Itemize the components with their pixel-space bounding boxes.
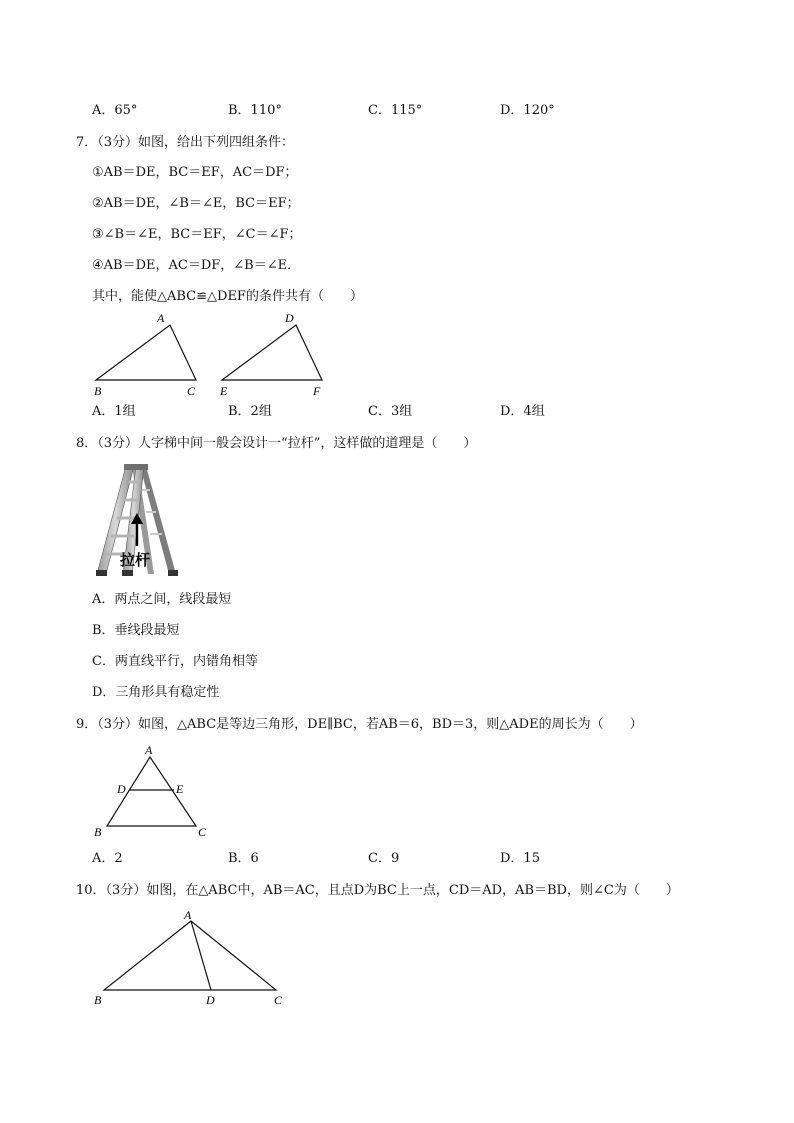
label-e: E [176,782,184,796]
label-b: B [94,825,102,839]
ladder-image [92,462,184,580]
q7-question: 其中，能使△ABC≌△DEF的条件共有（ ） [92,289,363,304]
q9-option-b: B．6 [228,851,259,866]
q7-condition-3: ③∠B＝∠E，BC＝EF，∠C＝∠F； [92,227,302,242]
triangle-abc [94,311,196,398]
q10-triangle-figure [88,906,298,1010]
q7-option-a: A．1组 [92,404,136,419]
q7-option-c: C．3组 [368,404,413,419]
label-d: D [285,311,294,325]
q10-stem: 10．（3分）如图，在△ABC中，AB＝AC，且点D为BC上一点，CD＝AD，AB＝BD，则∠C为（ ） [76,883,679,898]
q7-option-d: D．4组 [500,404,545,419]
q7-condition-4: ④AB＝DE，AC＝DF，∠B＝∠E． [92,258,301,273]
label-a: A [184,908,192,922]
q8-option-c: C．两直线平行，内错角相等 [92,654,258,669]
label-f: F [313,384,321,398]
q9-triangle-figure [88,740,218,842]
label-b: B [94,384,102,398]
label-a: A [145,743,153,757]
q6-option-b: B．110° [228,103,282,118]
q9-stem: 9．（3分）如图，△ABC是等边三角形，DE∥BC，若AB＝6，BD＝3，则△ADE的周长为（ ） [76,717,643,732]
label-d: D [206,993,215,1007]
triangle-def [219,311,322,398]
q7-option-b: B．2组 [228,404,272,419]
q8-stem: 8．（3分）人字梯中间一般会设计一“拉杆”，这样做的道理是（ ） [76,436,477,451]
label-e: E [220,384,228,398]
q8-option-d: D．三角形具有稳定性 [92,685,220,700]
q8-option-b: B．垂线段最短 [92,623,180,638]
q7-condition-2: ②AB＝DE，∠B＝∠E，BC＝EF； [92,196,300,211]
q9-option-d: D．15 [500,851,540,866]
q9-option-c: C．9 [368,851,400,866]
q6-option-a: A．65° [92,103,138,118]
q9-option-a: A．2 [92,851,123,866]
label-b: B [94,993,102,1007]
q7-stem: 7．（3分）如图，给出下列四组条件： [76,135,295,150]
label-c: C [274,993,283,1007]
q7-condition-1: ①AB＝DE，BC＝EF，AC＝DF； [92,165,298,180]
q7-triangles-figure [88,308,348,400]
label-c: C [198,825,207,839]
q6-option-c: C．115° [368,103,423,118]
q6-option-d: D．120° [500,103,555,118]
label-c: C [187,384,196,398]
label-a: A [157,311,165,325]
label-d: D [117,782,126,796]
q8-option-a: A．两点之间，线段最短 [92,592,232,607]
ladder-pull-rod-label: 拉杆 [120,551,151,569]
